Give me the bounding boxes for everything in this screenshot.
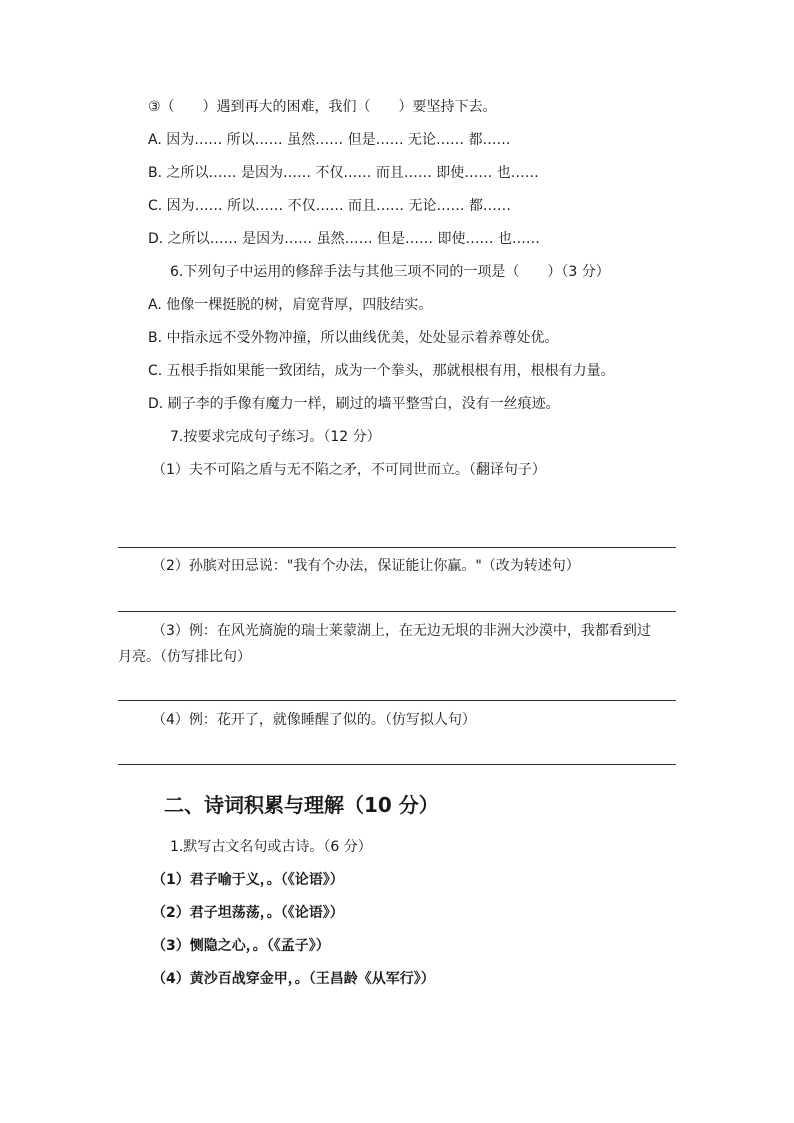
q5-3-stem: ③（ ）遇到再大的困难，我们（ ）要坚持下去。 bbox=[148, 99, 497, 115]
s2-item-1: （1）君子喻于义，。（《论语》） bbox=[152, 872, 344, 888]
q7-stem: 7.按要求完成句子练习。（12 分） bbox=[170, 429, 381, 445]
q5-3-option-d: D. 之所以…… 是因为…… 虽然…… 但是…… 即使…… 也…… bbox=[148, 231, 540, 247]
answer-line bbox=[118, 611, 676, 612]
q6-option-b: B. 中指永远不受外物冲撞，所以曲线优美，处处显示着养尊处优。 bbox=[148, 330, 559, 346]
q5-3-option-b: B. 之所以…… 是因为…… 不仅…… 而且…… 即使…… 也…… bbox=[148, 165, 539, 181]
q5-3-option-a: A. 因为…… 所以…… 虽然…… 但是…… 无论…… 都…… bbox=[148, 132, 511, 148]
q7-item-3-cont: 月亮。（仿写排比句） bbox=[118, 649, 251, 665]
q7-item-3: （3）例：在风光旖旎的瑞士莱蒙湖上，在无边无垠的非洲大沙漠中，我都看到过 bbox=[152, 623, 651, 639]
s2-item-2: （2）君子坦荡荡，。（《论语》） bbox=[152, 905, 344, 921]
q6-option-d: D. 刷子李的手像有魔力一样，刷过的墙平整雪白，没有一丝痕迹。 bbox=[148, 396, 560, 412]
q7-item-4: （4）例：花开了，就像睡醒了似的。（仿写拟人句） bbox=[152, 712, 476, 728]
section-title: 二、诗词积累与理解（10 分） bbox=[164, 793, 439, 817]
q5-3-option-c: C. 因为…… 所以…… 不仅…… 而且…… 无论…… 都…… bbox=[148, 198, 511, 214]
s2-item-4: （4）黄沙百战穿金甲，。（王昌龄《从军行》） bbox=[152, 971, 435, 987]
answer-line bbox=[118, 764, 676, 765]
answer-line bbox=[118, 547, 676, 548]
q6-option-a: A. 他像一棵挺脱的树，肩宽背厚，四肢结实。 bbox=[148, 297, 433, 313]
q7-item-2: （2）孙膑对田忌说："我有个办法，保证能让你赢。"（改为转述句） bbox=[152, 558, 580, 574]
answer-line bbox=[118, 700, 676, 701]
s2-q1-stem: 1.默写古文名句或古诗。（6 分） bbox=[170, 839, 372, 855]
s2-item-3: （3）恻隐之心，。（《孟子》） bbox=[152, 938, 330, 954]
q7-item-1: （1）夫不可陷之盾与无不陷之矛，不可同世而立。（翻译句子） bbox=[152, 462, 546, 478]
q6-stem: 6.下列句子中运用的修辞手法与其他三项不同的一项是（ ）（3 分） bbox=[170, 264, 610, 280]
q6-option-c: C. 五根手指如果能一致团结，成为一个拳头，那就根根有用，根根有力量。 bbox=[148, 363, 615, 379]
